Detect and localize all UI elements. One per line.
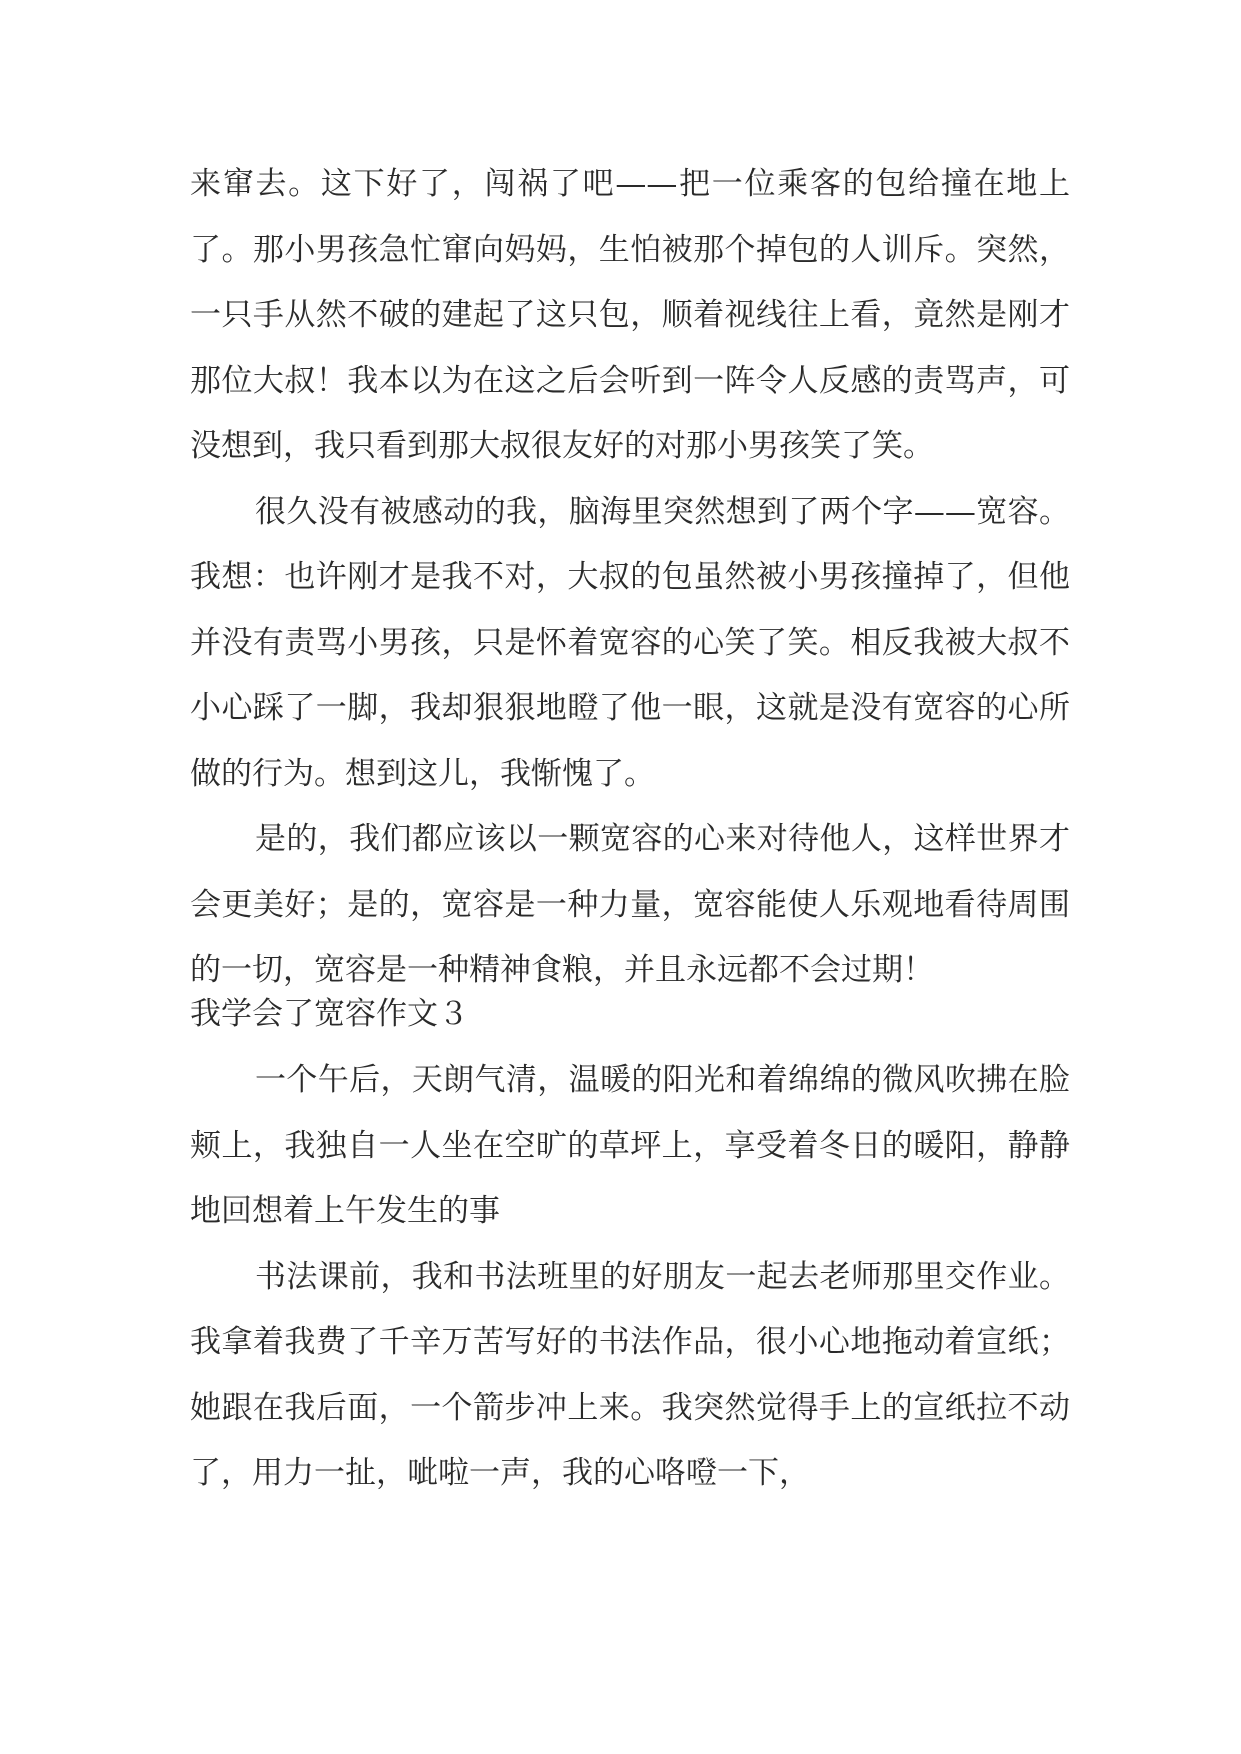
paragraph-4: 一个午后，天朗气清，温暖的阳光和着绵绵的微风吹拂在脸颊上，我独自一人坐在空旷的草坪上，享受着冬日的暖阳，静静地回想着上午发生的事 [190,1062,1070,1229]
paragraph-2: 很久没有被感动的我，脑海里突然想到了两个字——宽容。我想：也许刚才是我不对，大叔的包虽然被小男孩撞掉了，但他并没有责骂小男孩，只是怀着宽容的心笑了笑。相反我被大叔不小心踩了一脚，我却狠狠地瞪了他一眼，这就是没有宽容的心所做的行为。想到这儿，我惭愧了。 [190,493,1070,792]
section-title: 我学会了宽容作文３ [190,996,469,1032]
text-block-top [190,152,1070,1004]
paragraph-1: 来窜去。这下好了，闯祸了吧——把一位乘客的包给撞在地上了。那小男孩急忙窜向妈妈，生怕被那个掉包的人训斥。突然，一只手从然不破的建起了这只包，顺着视线往上看，竟然是刚才那位大叔！我本以为在这之后会听到一阵令人反感的责骂声，可没想到，我只看到那大叔很友好的对那小男孩笑了笑。 [190,166,1070,464]
paragraph-3: 是的，我们都应该以一颗宽容的心来对待他人，这样世界才会更美好；是的，宽容是一种力量，宽容能使人乐观地看待周围的一切，宽容是一种精神食粮，并且永远都不会过期！ [190,821,1070,988]
text-block-bottom [190,1048,1070,1507]
paragraph-5: 书法课前，我和书法班里的好朋友一起去老师那里交作业。我拿着我费了千辛万苦写好的书法作品，很小心地拖动着宣纸；她跟在我后面，一个箭步冲上来。我突然觉得手上的宣纸拉不动了，用力一扯，呲啦一声，我的心咯噔一下， [190,1258,1070,1491]
